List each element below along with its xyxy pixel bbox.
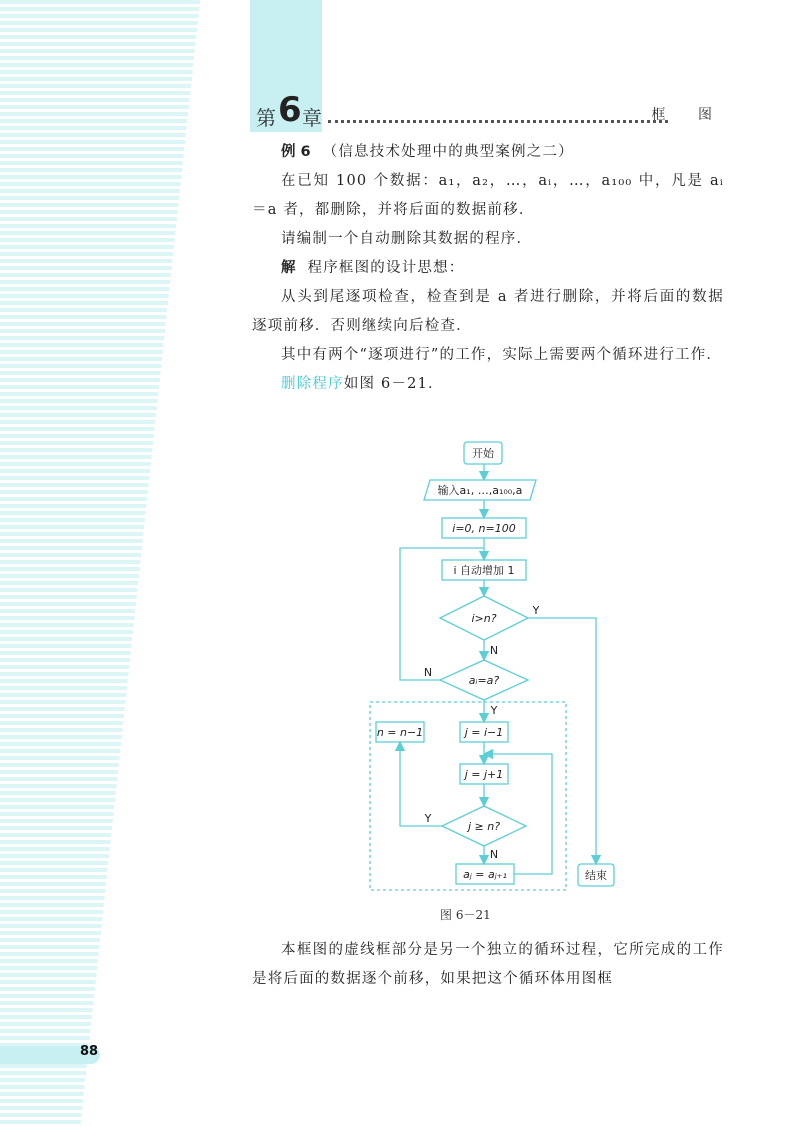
- paragraph: 其中有两个“逐项进行”的工作，实际上需要两个循环进行工作．: [281, 347, 723, 363]
- no-label-cond1: N: [489, 644, 499, 657]
- inc-j-label: j = j+1: [464, 768, 504, 781]
- stripe: [0, 609, 135, 613]
- stripe: [0, 329, 165, 333]
- stripe: [0, 721, 123, 725]
- stripe: [0, 658, 130, 662]
- stripe: [0, 147, 184, 151]
- stripe: [0, 847, 110, 851]
- stripe: [0, 1113, 81, 1117]
- stripe: [0, 378, 160, 382]
- stripe: [0, 238, 175, 242]
- stripe: [0, 987, 95, 991]
- stripe: [0, 364, 161, 368]
- assign-label: aⱼ = aⱼ₊₁: [463, 868, 507, 881]
- stripe: [0, 483, 149, 487]
- example-title: （信息技术处理中的典型案例之二）: [322, 144, 574, 160]
- stripe: [0, 511, 146, 515]
- stripe: [0, 315, 166, 319]
- stripe: [0, 399, 158, 403]
- stripe: [0, 1106, 82, 1110]
- stripe: [0, 581, 138, 585]
- chapter-prefix: 第: [256, 106, 276, 130]
- link-delete-program[interactable]: 删除程序: [281, 376, 344, 392]
- stripe: [0, 413, 156, 417]
- stripe: [0, 259, 172, 263]
- stripe: [0, 588, 137, 592]
- stripe: [0, 826, 112, 830]
- inc-i-label: i 自动增加 1: [453, 564, 515, 577]
- stripe: [0, 49, 195, 53]
- stripe: [0, 518, 145, 522]
- stripe: [0, 1071, 86, 1075]
- solution-intro: 程序框图的设计思想：: [307, 260, 465, 276]
- stripe: [0, 889, 105, 893]
- closing-paragraph: 本框图的虚线框部分是另一个独立的循环过程，它所完成的工作是将后面的数据逐个前移，如果把这个循环体用图框: [252, 942, 724, 987]
- stripe: [0, 21, 198, 25]
- stripe: [0, 161, 183, 165]
- stripe: [0, 1015, 92, 1019]
- stripe: [0, 133, 186, 137]
- example-label: 例 6: [281, 144, 311, 160]
- stripe: [0, 735, 122, 739]
- stripe: [0, 532, 143, 536]
- stripe: [0, 322, 166, 326]
- stripe: [0, 28, 197, 32]
- stripe: [0, 868, 108, 872]
- stripe: [0, 539, 143, 543]
- stripe: [0, 616, 134, 620]
- stripe: [0, 644, 131, 648]
- stripe: [0, 1085, 84, 1089]
- stripe: [0, 301, 168, 305]
- stripe: [0, 371, 160, 375]
- stripe: [0, 714, 124, 718]
- stripe: [0, 651, 131, 655]
- stripe: [0, 812, 114, 816]
- stripe: [0, 833, 111, 837]
- stripe: [0, 77, 192, 81]
- stripe: [0, 875, 107, 879]
- stripe: [0, 196, 179, 200]
- stripe: [0, 707, 125, 711]
- paragraph: 请编制一个自动删除其数据的程序．: [281, 231, 533, 247]
- stripe: [0, 427, 155, 431]
- stripe: [0, 700, 125, 704]
- stripe: [0, 945, 99, 949]
- stripe: [0, 14, 199, 18]
- stripe: [0, 280, 170, 284]
- stripe: [0, 756, 120, 760]
- chapter-header: [256, 90, 726, 130]
- chapter-suffix: 章: [302, 106, 322, 130]
- flowchart-svg: [360, 436, 620, 896]
- stripe: [0, 917, 102, 921]
- stripe: [0, 140, 185, 144]
- stripe: [0, 574, 139, 578]
- paragraph: 在已知 100 个数据：a₁，a₂，…，aᵢ，…，a₁₀₀ 中，凡是 aᵢ＝a 者，都删除，并将后面的数据前移．: [252, 173, 724, 218]
- stripe: [0, 42, 196, 46]
- stripe: [0, 7, 199, 11]
- stripe: [0, 357, 162, 361]
- stripe: [0, 1078, 85, 1082]
- stripe: [0, 70, 193, 74]
- stripe: [0, 630, 133, 634]
- stripe: [0, 217, 177, 221]
- stripe: [0, 1029, 90, 1033]
- stripe: [0, 938, 100, 942]
- figure-reference: 如图 6－21．: [343, 376, 444, 392]
- stripe: [0, 637, 132, 641]
- stripe: [0, 420, 155, 424]
- stripe: [0, 686, 127, 690]
- stripe: [0, 553, 141, 557]
- stripe: [0, 406, 157, 410]
- stripe: [0, 504, 146, 508]
- stripe: [0, 777, 117, 781]
- stripe: [0, 308, 167, 312]
- stripe: [0, 567, 140, 571]
- stripe: [0, 119, 187, 123]
- stripe: [0, 35, 196, 39]
- stripe: [0, 273, 171, 277]
- no-label-cond2: N: [423, 666, 433, 679]
- stripe: [0, 203, 178, 207]
- yes-label-cond1: Y: [532, 604, 540, 617]
- stripe: [0, 210, 178, 214]
- cond1-label: i>n?: [471, 612, 497, 625]
- leader-dots: [328, 98, 668, 123]
- stripe: [0, 763, 119, 767]
- stripe: [0, 441, 153, 445]
- cond3-label: j ≥ n?: [467, 820, 501, 833]
- figure-caption: 图 6－21: [440, 908, 491, 922]
- stripe: [0, 672, 128, 676]
- stripe: [0, 154, 184, 158]
- stripe: [0, 476, 149, 480]
- stripe: [0, 896, 105, 900]
- stripe: [0, 168, 182, 172]
- stripe: [0, 959, 98, 963]
- stripe: [0, 490, 148, 494]
- stripe: [0, 973, 96, 977]
- stripe: [0, 728, 122, 732]
- stripe: [0, 434, 154, 438]
- stripe: [0, 252, 173, 256]
- end-label: 结束: [585, 869, 607, 882]
- stripe: [0, 952, 99, 956]
- stripe: [0, 924, 102, 928]
- stripe: [0, 770, 118, 774]
- stripe: [0, 385, 159, 389]
- example-block: [252, 138, 724, 399]
- stripe: [0, 805, 114, 809]
- stripe: [0, 623, 134, 627]
- stripe: [0, 189, 180, 193]
- stripe: [0, 112, 188, 116]
- stripe: [0, 105, 189, 109]
- stripe: [0, 742, 121, 746]
- stripe: [0, 448, 152, 452]
- chapter-number: 6: [278, 90, 302, 130]
- stripe: [0, 1092, 84, 1096]
- stripe: [0, 560, 140, 564]
- init-label: i=0, n=100: [452, 522, 516, 535]
- stripe: [0, 1064, 87, 1068]
- paragraph: 从头到尾逐项检查，检查到是 a 者进行删除，并将后面的数据逐项前移．否则继续向后检查．: [252, 289, 724, 334]
- no-label-cond3: N: [489, 848, 499, 861]
- stripe: [0, 245, 174, 249]
- section-title: 框 图: [651, 107, 726, 123]
- stripe: [0, 392, 158, 396]
- stripe: [0, 91, 190, 95]
- stripe: [0, 980, 96, 984]
- stripe: [0, 966, 97, 970]
- stripe: [0, 994, 94, 998]
- stripe: [0, 791, 116, 795]
- stripe: [0, 336, 164, 340]
- stripe: [0, 602, 136, 606]
- set-j-label: j = i−1: [464, 726, 504, 739]
- stripe: [0, 854, 109, 858]
- stripe: [0, 882, 106, 886]
- stripe: [0, 98, 190, 102]
- solution-label: 解: [281, 260, 296, 276]
- flowchart: [360, 436, 620, 896]
- stripe: [0, 343, 163, 347]
- stripe: [0, 798, 115, 802]
- stripe: [0, 56, 194, 60]
- stripe: [0, 546, 142, 550]
- stripe: [0, 0, 200, 4]
- yes-label-cond2: Y: [490, 704, 498, 717]
- stripe: [0, 1022, 91, 1026]
- stripe: [0, 175, 181, 179]
- stripe: [0, 910, 103, 914]
- stripe: [0, 497, 147, 501]
- stripe: [0, 469, 150, 473]
- start-label: 开始: [472, 447, 494, 460]
- stripe: [0, 840, 111, 844]
- input-label: 输入a₁, …,a₁₀₀,a: [437, 484, 523, 497]
- stripe: [0, 1001, 93, 1005]
- stripe: [0, 784, 117, 788]
- stripe: [0, 819, 113, 823]
- stripe: [0, 1099, 83, 1103]
- stripe: [0, 350, 163, 354]
- decorative-stripes: [0, 0, 200, 1127]
- stripe: [0, 525, 144, 529]
- cond2-label: aᵢ=a?: [468, 674, 500, 687]
- stripe: [0, 861, 108, 865]
- stripe: [0, 224, 176, 228]
- yes-label-cond3: Y: [424, 812, 432, 825]
- stripe: [0, 749, 120, 753]
- stripe: [0, 63, 193, 67]
- stripe: [0, 84, 191, 88]
- stripe: [0, 266, 172, 270]
- stripe: [0, 679, 128, 683]
- stripe: [0, 1120, 81, 1124]
- stripe: [0, 231, 175, 235]
- stripe: [0, 1008, 93, 1012]
- stripe: [0, 287, 169, 291]
- closing-block: [252, 936, 724, 994]
- stripe: [0, 182, 181, 186]
- stripe: [0, 903, 104, 907]
- stripe: [0, 455, 152, 459]
- stripe: [0, 665, 129, 669]
- stripe: [0, 931, 101, 935]
- stripe: [0, 126, 187, 130]
- stripe: [0, 1036, 90, 1040]
- dec-n-label: n = n−1: [376, 726, 424, 739]
- stripe: [0, 462, 151, 466]
- stripe: [0, 693, 126, 697]
- stripe: [0, 595, 137, 599]
- stripe: [0, 294, 169, 298]
- page-number: 88: [80, 1044, 99, 1059]
